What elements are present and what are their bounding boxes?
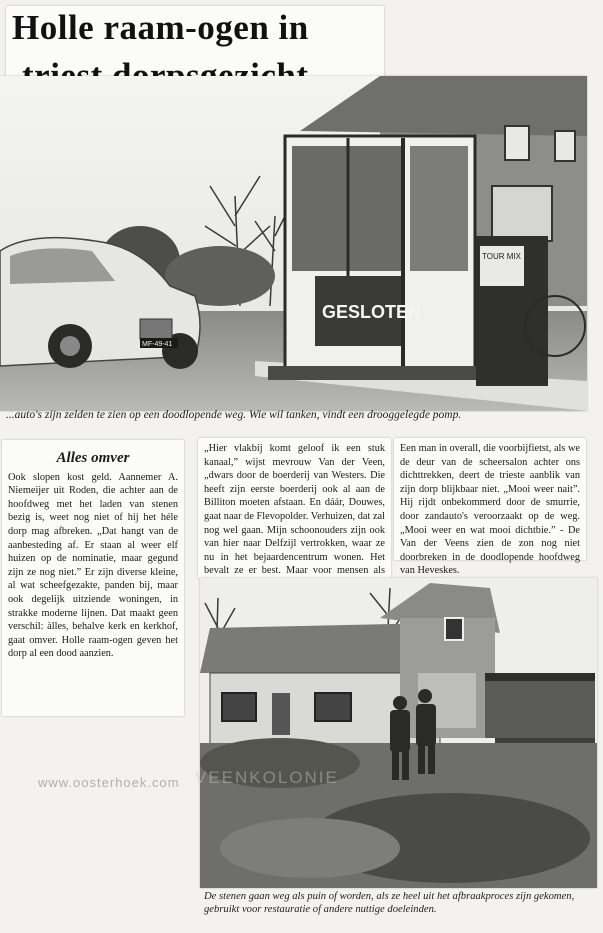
photo-caption-1: ...auto's zijn zelden te zien op een doodlopende weg. Wie wil tanken, vindt een drooggelegde pomp. [6,409,462,421]
subheading: Alles omver [56,450,130,466]
column-3-text: Een man in overall, die voorbijfietst, als we de deur van de scheersalon achter ons dichttrekken, deert de trieste aanblik van zijn dorp blijkbaar niet. „Mooi weer nait”. Hij rijdt onbekommerd door de smurrie, door zandauto's veroorzaakt op de weg. „Mooi weer en wat mooi dichtbie.” - De Van der Veens zien de zon nog niet doorbreken in de doodlopende hoofdweg van Heveskes. [400,443,580,577]
closed-sign-text: GESLOTEN [322,302,422,322]
column-2-text: „Hier vlakbij komt geloof ik een stuk kanaal,” wijst mevrouw Van der Veen, „dwars door de boerderij van Westers. Die heeft zijn eerste boerderij ook al aan de Billiton moeten afstaan. En dáár, Douwes, gaat naar de Flevopolder. Verhuizen, dat zal nog wel gaan. Mijn schoonouders zijn ook van hier naar Delfzijl vertrokken, waar ze nu in het bejaardencentrum wonen. Het bevalt ze er best. Maar voor mensen als [204,443,385,577]
article-column-3 [394,438,586,577]
watermark-faint: VEENKOLONIE [195,768,339,787]
watermark-url: www.oosterhoek.com [38,775,180,790]
column-1-text: Ook slopen kost geld. Aannemer A. Niemeijer uit Roden, die achter aan de hoofdweg met het laden van stenen bezig is, weet nog niet of hij het héle dorp mag afbreken. „Dat hangt van de aanbesteding af. Er staan al weer elf huizen op de nominatie, maar gegund zijn ze nog niet.” Er zijn diverse kleine, al wat scheefgezakte, panden bij, maar ook degelijk uitziende woningen, in strakke moderne lijnen. Dat maakt geen verschil: àlles, behalve kerk en kerkhof, gaat omver. Holle raam-ogen geven het dorp al een dood aanzien. [8,471,178,660]
pump-label-text: TOUR MIX [482,252,521,261]
article-column-2 [198,438,391,578]
license-plate-text: MF-49-41 [142,341,173,348]
article-column-1 [2,440,184,716]
photo-demolition [200,578,597,888]
gas-station-image [0,76,587,411]
demolition-image [200,578,597,888]
photo-gas-station [0,76,587,411]
photo-caption-2: De stenen gaan weg als puin of worden, als ze heel uit het afbraakproces zijn gekomen, gebruikt voor restauratie of andere nuttige doeleinden. [204,891,575,915]
headline-line-1: Holle raam-ogen in [12,8,309,47]
